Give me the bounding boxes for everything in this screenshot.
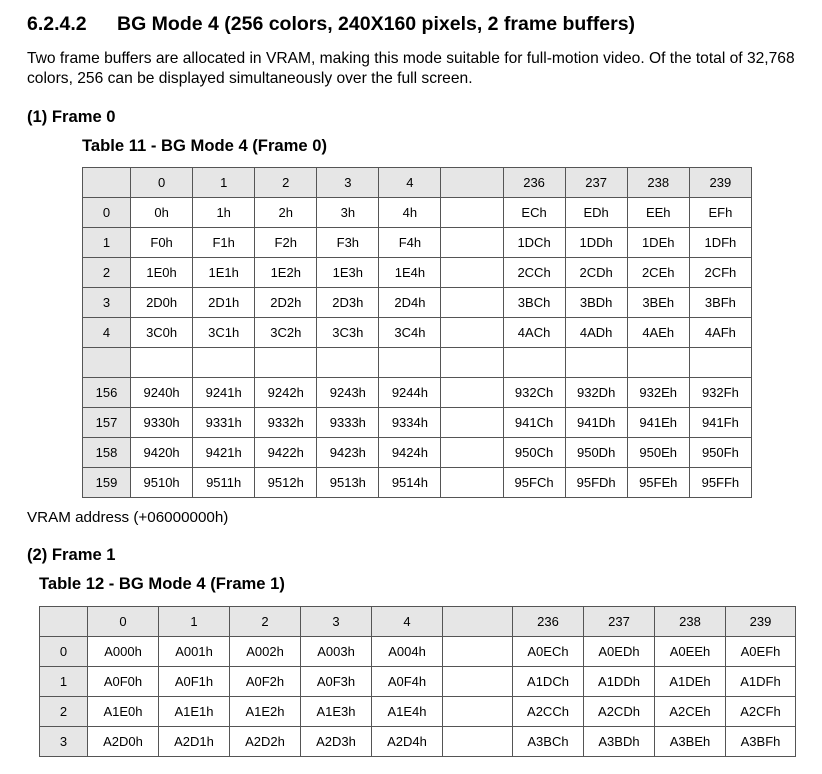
row-header: 2 [40,697,88,727]
column-header [83,168,131,198]
column-header [443,607,513,637]
table-cell: A1E1h [159,697,230,727]
table-cell: 2CDh [565,258,627,288]
row-header: 3 [83,288,131,318]
table-cell: 95FCh [503,468,565,498]
table-cell: 9422h [255,438,317,468]
table-cell: 2CCh [503,258,565,288]
row-header: 1 [40,667,88,697]
table-cell: 9334h [379,408,441,438]
table-cell: 1E4h [379,258,441,288]
table-cell: 9513h [317,468,379,498]
table-cell: A1E4h [372,697,443,727]
column-header: 1 [159,607,230,637]
table-cell: 9242h [255,378,317,408]
row-header [83,348,131,378]
table-cell: 4AFh [689,318,751,348]
table-cell [255,348,317,378]
table-cell: 95FFh [689,468,751,498]
table-row [83,468,752,498]
table-cell [441,228,503,258]
table-cell: 2D4h [379,288,441,318]
table-cell: A004h [372,637,443,667]
table-cell: 2h [255,198,317,228]
table-cell: 4AEh [627,318,689,348]
table-cell: A1E3h [301,697,372,727]
table-row [83,378,752,408]
frame0-heading: (1) Frame 0 [27,107,116,126]
table-row [83,198,752,228]
column-header: 4 [379,168,441,198]
table-cell: 9420h [131,438,193,468]
table-cell: 9241h [193,378,255,408]
table-cell: A1DCh [513,667,584,697]
frame1-heading: (2) Frame 1 [27,545,116,564]
table-cell [627,348,689,378]
table-cell: 3C4h [379,318,441,348]
table-cell: 9330h [131,408,193,438]
table-cell: A002h [230,637,301,667]
table-cell: A2CCh [513,697,584,727]
table-cell: A1DEh [655,667,726,697]
column-header: 239 [689,168,751,198]
table-cell: 941Fh [689,408,751,438]
table-cell: EFh [689,198,751,228]
table-cell: A1E0h [88,697,159,727]
table-cell: A2CFh [726,697,796,727]
frame1-table [39,606,796,757]
section-number: 6.2.4.2 [27,13,87,35]
table-cell: 4h [379,198,441,228]
table-cell: 3BDh [565,288,627,318]
table-header-row [40,607,796,637]
table-cell: A000h [88,637,159,667]
column-header: 2 [255,168,317,198]
column-header: 238 [655,607,726,637]
table-row [83,288,752,318]
table-cell [379,348,441,378]
table-cell: 932Fh [689,378,751,408]
row-header: 159 [83,468,131,498]
table-cell: 941Dh [565,408,627,438]
row-header: 3 [40,727,88,757]
table-cell: A0F0h [88,667,159,697]
table-cell: 1DFh [689,228,751,258]
table-cell [443,727,513,757]
row-header: 1 [83,228,131,258]
row-header: 156 [83,378,131,408]
table-cell: 9424h [379,438,441,468]
table-cell: 950Eh [627,438,689,468]
table-cell: A2D0h [88,727,159,757]
row-header: 2 [83,258,131,288]
column-header: 1 [193,168,255,198]
column-header: 238 [627,168,689,198]
table-cell: 3BCh [503,288,565,318]
table-cell [441,318,503,348]
column-header: 2 [230,607,301,637]
table-cell: A3BFh [726,727,796,757]
table-cell: 932Ch [503,378,565,408]
table-cell [441,288,503,318]
table-row [40,727,796,757]
table-row [40,697,796,727]
table-cell [441,258,503,288]
table-cell: 2D0h [131,288,193,318]
table-cell: A1DFh [726,667,796,697]
table-cell: A0EDh [584,637,655,667]
table-cell: A0ECh [513,637,584,667]
table-cell: A2CDh [584,697,655,727]
table-cell: A3BCh [513,727,584,757]
table-row [83,258,752,288]
table-cell [443,697,513,727]
table-cell: 932Dh [565,378,627,408]
section-description: Two frame buffers are allocated in VRAM, making this mode suitable for full-motion video. Of the total of 32,768 colors, 256 can be displayed simultaneously over the full screen. [27,50,795,87]
table-cell: 3C3h [317,318,379,348]
table-cell [441,408,503,438]
table-cell [441,438,503,468]
table-cell: A0EFh [726,637,796,667]
table-cell: 1DDh [565,228,627,258]
table-row [83,318,752,348]
table-cell: A3BDh [584,727,655,757]
frame1-table-caption: Table 12 - BG Mode 4 (Frame 1) [39,574,285,593]
table-cell: 9421h [193,438,255,468]
section-heading [27,13,635,36]
column-header: 236 [513,607,584,637]
table-cell: 1DCh [503,228,565,258]
section-title: BG Mode 4 (256 colors, 240X160 pixels, 2 frame buffers) [117,13,636,35]
column-header: 4 [372,607,443,637]
table-cell [441,378,503,408]
table-header-row [83,168,752,198]
table-cell: 1E3h [317,258,379,288]
table-cell: 95FEh [627,468,689,498]
table-cell: 1h [193,198,255,228]
table-cell [131,348,193,378]
table-cell: 950Dh [565,438,627,468]
table-row [83,348,752,378]
table-cell: 3h [317,198,379,228]
column-header [40,607,88,637]
table-cell [441,348,503,378]
table-cell: A2D3h [301,727,372,757]
table-cell: A0F2h [230,667,301,697]
table-cell: 3BEh [627,288,689,318]
table-cell: F2h [255,228,317,258]
table-cell: 9244h [379,378,441,408]
column-header: 237 [565,168,627,198]
frame0-table-caption: Table 11 - BG Mode 4 (Frame 0) [82,136,327,155]
table-cell [565,348,627,378]
table-cell: A2D1h [159,727,230,757]
table-cell: 1DEh [627,228,689,258]
table-cell [443,637,513,667]
table-cell: 3BFh [689,288,751,318]
table-cell [193,348,255,378]
table-cell: 2D2h [255,288,317,318]
column-header: 236 [503,168,565,198]
table-cell: 9240h [131,378,193,408]
table-row [83,438,752,468]
table-cell: F4h [379,228,441,258]
table-cell: 3C1h [193,318,255,348]
table-cell: 9423h [317,438,379,468]
table-cell: 1E0h [131,258,193,288]
table-cell: 2CFh [689,258,751,288]
table-cell: A0EEh [655,637,726,667]
table-cell: 941Ch [503,408,565,438]
table-cell: F3h [317,228,379,258]
table-cell: 9510h [131,468,193,498]
column-header: 3 [301,607,372,637]
table-cell: 9514h [379,468,441,498]
table-cell: 9512h [255,468,317,498]
table-cell [443,667,513,697]
vram-address-note: VRAM address (+06000000h) [27,509,229,526]
table-cell: EEh [627,198,689,228]
row-header: 157 [83,408,131,438]
table-cell: 950Fh [689,438,751,468]
table-cell: A1DDh [584,667,655,697]
table-cell: 1E1h [193,258,255,288]
table-cell: A2D4h [372,727,443,757]
table-cell: 9332h [255,408,317,438]
table-cell: 3C2h [255,318,317,348]
row-header: 0 [83,198,131,228]
table-cell: 95FDh [565,468,627,498]
column-header: 237 [584,607,655,637]
table-cell: 4ADh [565,318,627,348]
table-cell: EDh [565,198,627,228]
table-cell: A003h [301,637,372,667]
table-row [40,637,796,667]
table-cell: 941Eh [627,408,689,438]
column-header [441,168,503,198]
table-cell [689,348,751,378]
table-cell: A0F1h [159,667,230,697]
column-header: 0 [131,168,193,198]
table-cell: 9333h [317,408,379,438]
table-cell: A001h [159,637,230,667]
table-row [40,667,796,697]
table-cell: A0F4h [372,667,443,697]
table-row [83,228,752,258]
table-cell: 0h [131,198,193,228]
table-cell: 1E2h [255,258,317,288]
table-cell: A1E2h [230,697,301,727]
table-cell: 2D1h [193,288,255,318]
table-cell [317,348,379,378]
frame0-table [82,167,752,498]
table-row [83,408,752,438]
table-cell: 2CEh [627,258,689,288]
table-cell: 9511h [193,468,255,498]
table-cell: 9331h [193,408,255,438]
row-header: 0 [40,637,88,667]
table-cell: 4ACh [503,318,565,348]
column-header: 3 [317,168,379,198]
table-cell: 9243h [317,378,379,408]
table-cell: F0h [131,228,193,258]
table-cell: A0F3h [301,667,372,697]
table-cell: A3BEh [655,727,726,757]
table-cell: 3C0h [131,318,193,348]
table-cell: F1h [193,228,255,258]
table-cell [503,348,565,378]
table-cell [441,198,503,228]
table-cell: A2CEh [655,697,726,727]
table-cell: ECh [503,198,565,228]
table-cell: 2D3h [317,288,379,318]
column-header: 239 [726,607,796,637]
row-header: 4 [83,318,131,348]
table-cell: 950Ch [503,438,565,468]
table-cell: A2D2h [230,727,301,757]
row-header: 158 [83,438,131,468]
table-cell [441,468,503,498]
column-header: 0 [88,607,159,637]
table-cell: 932Eh [627,378,689,408]
